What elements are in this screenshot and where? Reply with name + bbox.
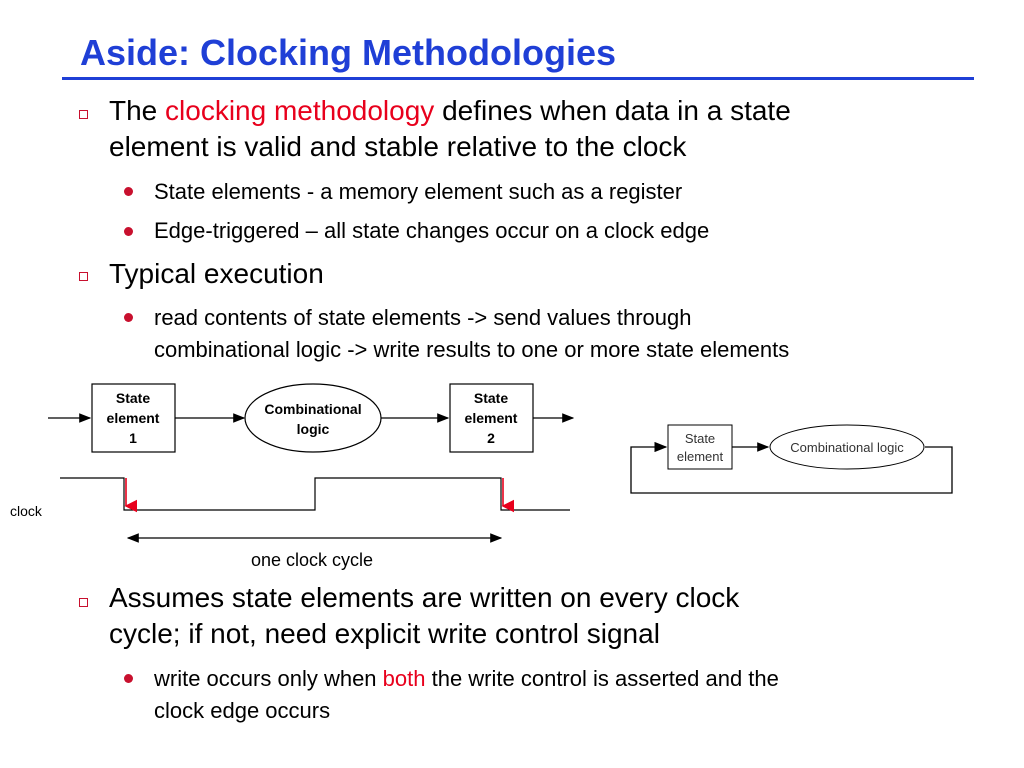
round-bullet-icon — [124, 674, 133, 683]
bullet-text: Assumes state elements are written on every clock — [109, 582, 740, 613]
bullet-text: combinational logic -> write results to one or more state elements — [154, 337, 790, 362]
bullet-text: defines when data in a state — [434, 95, 791, 126]
right-feedback-diagram — [620, 415, 960, 505]
right-comb-label: Combinational logic — [790, 440, 904, 455]
sub-bullet-state-elements: State elements - a memory element such as a register — [154, 179, 683, 204]
clock-waveform — [60, 478, 570, 510]
cycle-label: one clock cycle — [250, 550, 374, 570]
title-underline — [62, 77, 974, 80]
right-state-line2: element — [676, 449, 724, 464]
sub-bullet-edge-triggered: Edge-triggered – all state changes occur on a clock edge — [154, 218, 710, 243]
square-bullet-icon — [79, 272, 88, 281]
square-bullet-icon — [79, 110, 88, 119]
right-state-line1: State — [684, 431, 716, 446]
bullet-text: read contents of state elements -> send values through — [154, 305, 692, 330]
state1-line1: State — [115, 390, 151, 406]
combinational-logic-ellipse — [245, 384, 381, 452]
highlight-text: clocking methodology — [165, 95, 435, 126]
highlight-text: both — [382, 666, 426, 691]
bullet-text: write occurs only when — [154, 666, 383, 691]
bullet-text: clock edge occurs — [154, 698, 331, 723]
slide-title: Aside: Clocking Methodologies — [80, 32, 617, 73]
square-bullet-icon — [79, 598, 88, 607]
comb-line2: logic — [296, 421, 330, 437]
round-bullet-icon — [124, 313, 133, 322]
state1-line3: 1 — [129, 430, 137, 446]
state2-line3: 2 — [487, 430, 495, 446]
state2-line2: element — [464, 410, 518, 426]
state1-line2: element — [106, 410, 160, 426]
bullet-assumes-written — [109, 580, 739, 652]
sub-bullet-read-contents — [154, 302, 789, 366]
round-bullet-icon — [124, 227, 133, 236]
round-bullet-icon — [124, 187, 133, 196]
bullet-typical-execution: Typical execution — [109, 258, 324, 289]
bullet-text: The — [109, 95, 166, 126]
comb-line1: Combinational — [264, 401, 362, 417]
state2-line1: State — [473, 390, 509, 406]
clock-label: clock — [10, 503, 42, 519]
bullet-text: the write control is asserted and the — [425, 666, 779, 691]
bullet-text: element is valid and stable relative to the clock — [109, 131, 687, 162]
bullet-text: cycle; if not, need explicit write control signal — [109, 618, 660, 649]
left-clocking-diagram — [0, 370, 600, 580]
sub-bullet-write-occurs — [154, 663, 779, 727]
bullet-clocking-methodology — [109, 93, 791, 165]
